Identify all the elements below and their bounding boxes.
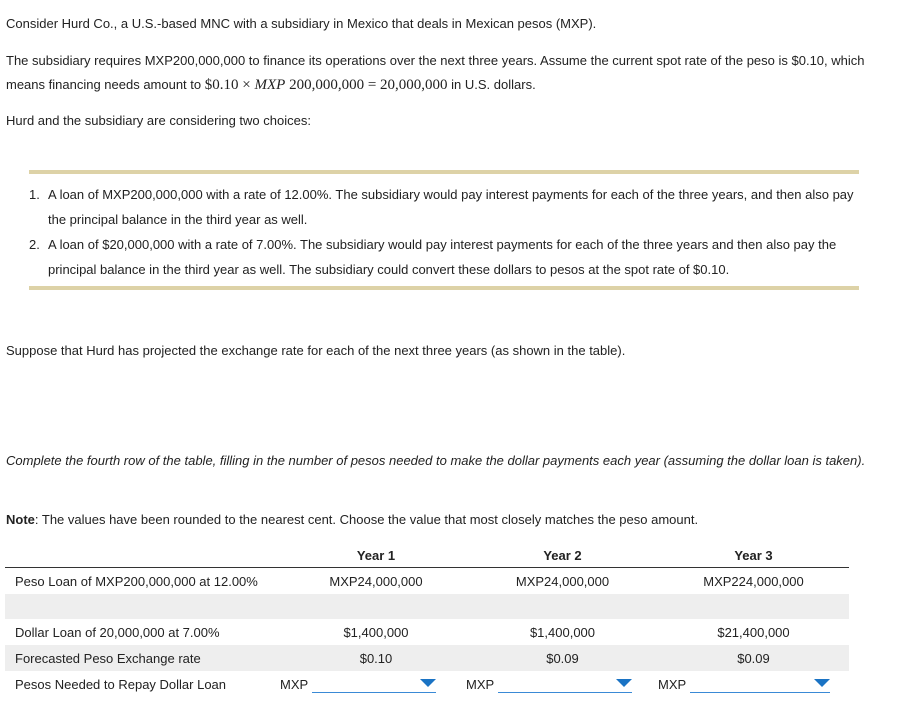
spacer-cell (467, 594, 658, 619)
cell-value: $1,400,000 (343, 624, 409, 640)
header-year-1: Year 1 (285, 543, 467, 568)
choice-text: A loan of $20,000,000 with a rate of 7.00%. The subsidiary would pay interest payments for each of the three years and then also pay the principal balance in the third year as well. The subsidiary could convert these dollars to pesos at the spot rate of $0.10. (48, 237, 837, 277)
choices-intro: Hurd and the subsidiary are considering two choices: (6, 113, 311, 128)
table-row-spacer (5, 594, 849, 619)
spacer-cell (285, 594, 467, 619)
financing-math (205, 77, 448, 93)
financing-line-1: The subsidiary requires MXP200,000,000 to finance its operations over the next three years. Assume the current spot rate of the peso is $0.10, which (6, 53, 865, 68)
choices-list (29, 182, 859, 282)
financing-tail-text: in U.S. dollars. (451, 77, 536, 92)
cell-value: MXP224,000,000 (703, 573, 804, 589)
instruction-paragraph: Complete the fourth row of the table, filling in the number of pesos needed to make the dollar payments each year (assuming the dollar loan is taken). (6, 453, 866, 468)
chevron-down-icon[interactable] (814, 679, 830, 687)
choice-text: A loan of MXP200,000,000 with a rate of 12.00%. The subsidiary would pay interest payments for each of the three years, and then also pay the principal balance in the third year as well. (48, 187, 854, 227)
table-row-exchange-rate (5, 645, 849, 671)
cell-value: $0.09 (467, 645, 658, 671)
math-part-b: MXP (254, 77, 286, 93)
note-label: Note (6, 512, 35, 527)
table-row-dollar-loan (5, 619, 849, 645)
table-row-pesos-needed (5, 671, 849, 697)
choices-box (29, 170, 859, 290)
header-year-2: Year 2 (467, 543, 658, 568)
chevron-down-icon[interactable] (616, 679, 632, 687)
row-label: Dollar Loan of 20,000,000 at 7.00% (15, 624, 220, 640)
chevron-down-icon[interactable] (420, 679, 436, 687)
answer-cell-year-3 (658, 671, 849, 697)
cell-value: MXP24,000,000 (515, 573, 610, 589)
suppose-paragraph: Suppose that Hurd has projected the exchange rate for each of the next three years (as shown in the table). (6, 343, 626, 358)
choice-item (29, 182, 859, 232)
table-header-row (5, 543, 849, 568)
row-label: Peso Loan of MXP200,000,000 at 12.00% (15, 573, 258, 589)
table-row-peso-loan (5, 568, 849, 595)
row-label: Pesos Needed to Repay Dollar Loan (15, 676, 227, 692)
choice-number: 1. (29, 187, 40, 202)
choice-number: 2. (29, 237, 40, 252)
year-2-pesos-dropdown[interactable] (498, 675, 632, 693)
answer-cell-year-2 (467, 671, 658, 697)
answer-cell-year-1 (280, 671, 467, 697)
math-part-a: $0.10 × (204, 77, 255, 93)
header-blank (5, 543, 285, 568)
currency-label: MXP (280, 676, 309, 692)
choice-item (29, 232, 859, 282)
note-text: : The values have been rounded to the nearest cent. Choose the value that most closely matches the peso amount. (34, 512, 699, 527)
year-1-pesos-dropdown[interactable] (312, 675, 436, 693)
financing-line-2 (6, 73, 536, 97)
currency-label: MXP (466, 676, 495, 692)
exchange-table (5, 543, 849, 697)
cell-value: $0.09 (658, 645, 849, 671)
math-part-c: 200,000,000 = 20,000,000 (285, 77, 448, 93)
cell-value: $21,400,000 (717, 624, 790, 640)
cell-value: MXP24,000,000 (329, 573, 423, 589)
currency-label: MXP (658, 676, 687, 692)
cell-value: $1,400,000 (529, 624, 596, 640)
intro-paragraph: Consider Hurd Co., a U.S.-based MNC with a subsidiary in Mexico that deals in Mexican pesos (MXP). (6, 16, 597, 31)
cell-value: $0.10 (285, 645, 467, 671)
header-year-3: Year 3 (658, 543, 849, 568)
spacer-cell (658, 594, 849, 619)
year-3-pesos-dropdown[interactable] (690, 675, 830, 693)
spacer-cell (5, 594, 285, 619)
row-label: Forecasted Peso Exchange rate (5, 645, 285, 671)
note-paragraph (6, 508, 698, 532)
financing-means-text: means financing needs amount to (6, 77, 202, 92)
